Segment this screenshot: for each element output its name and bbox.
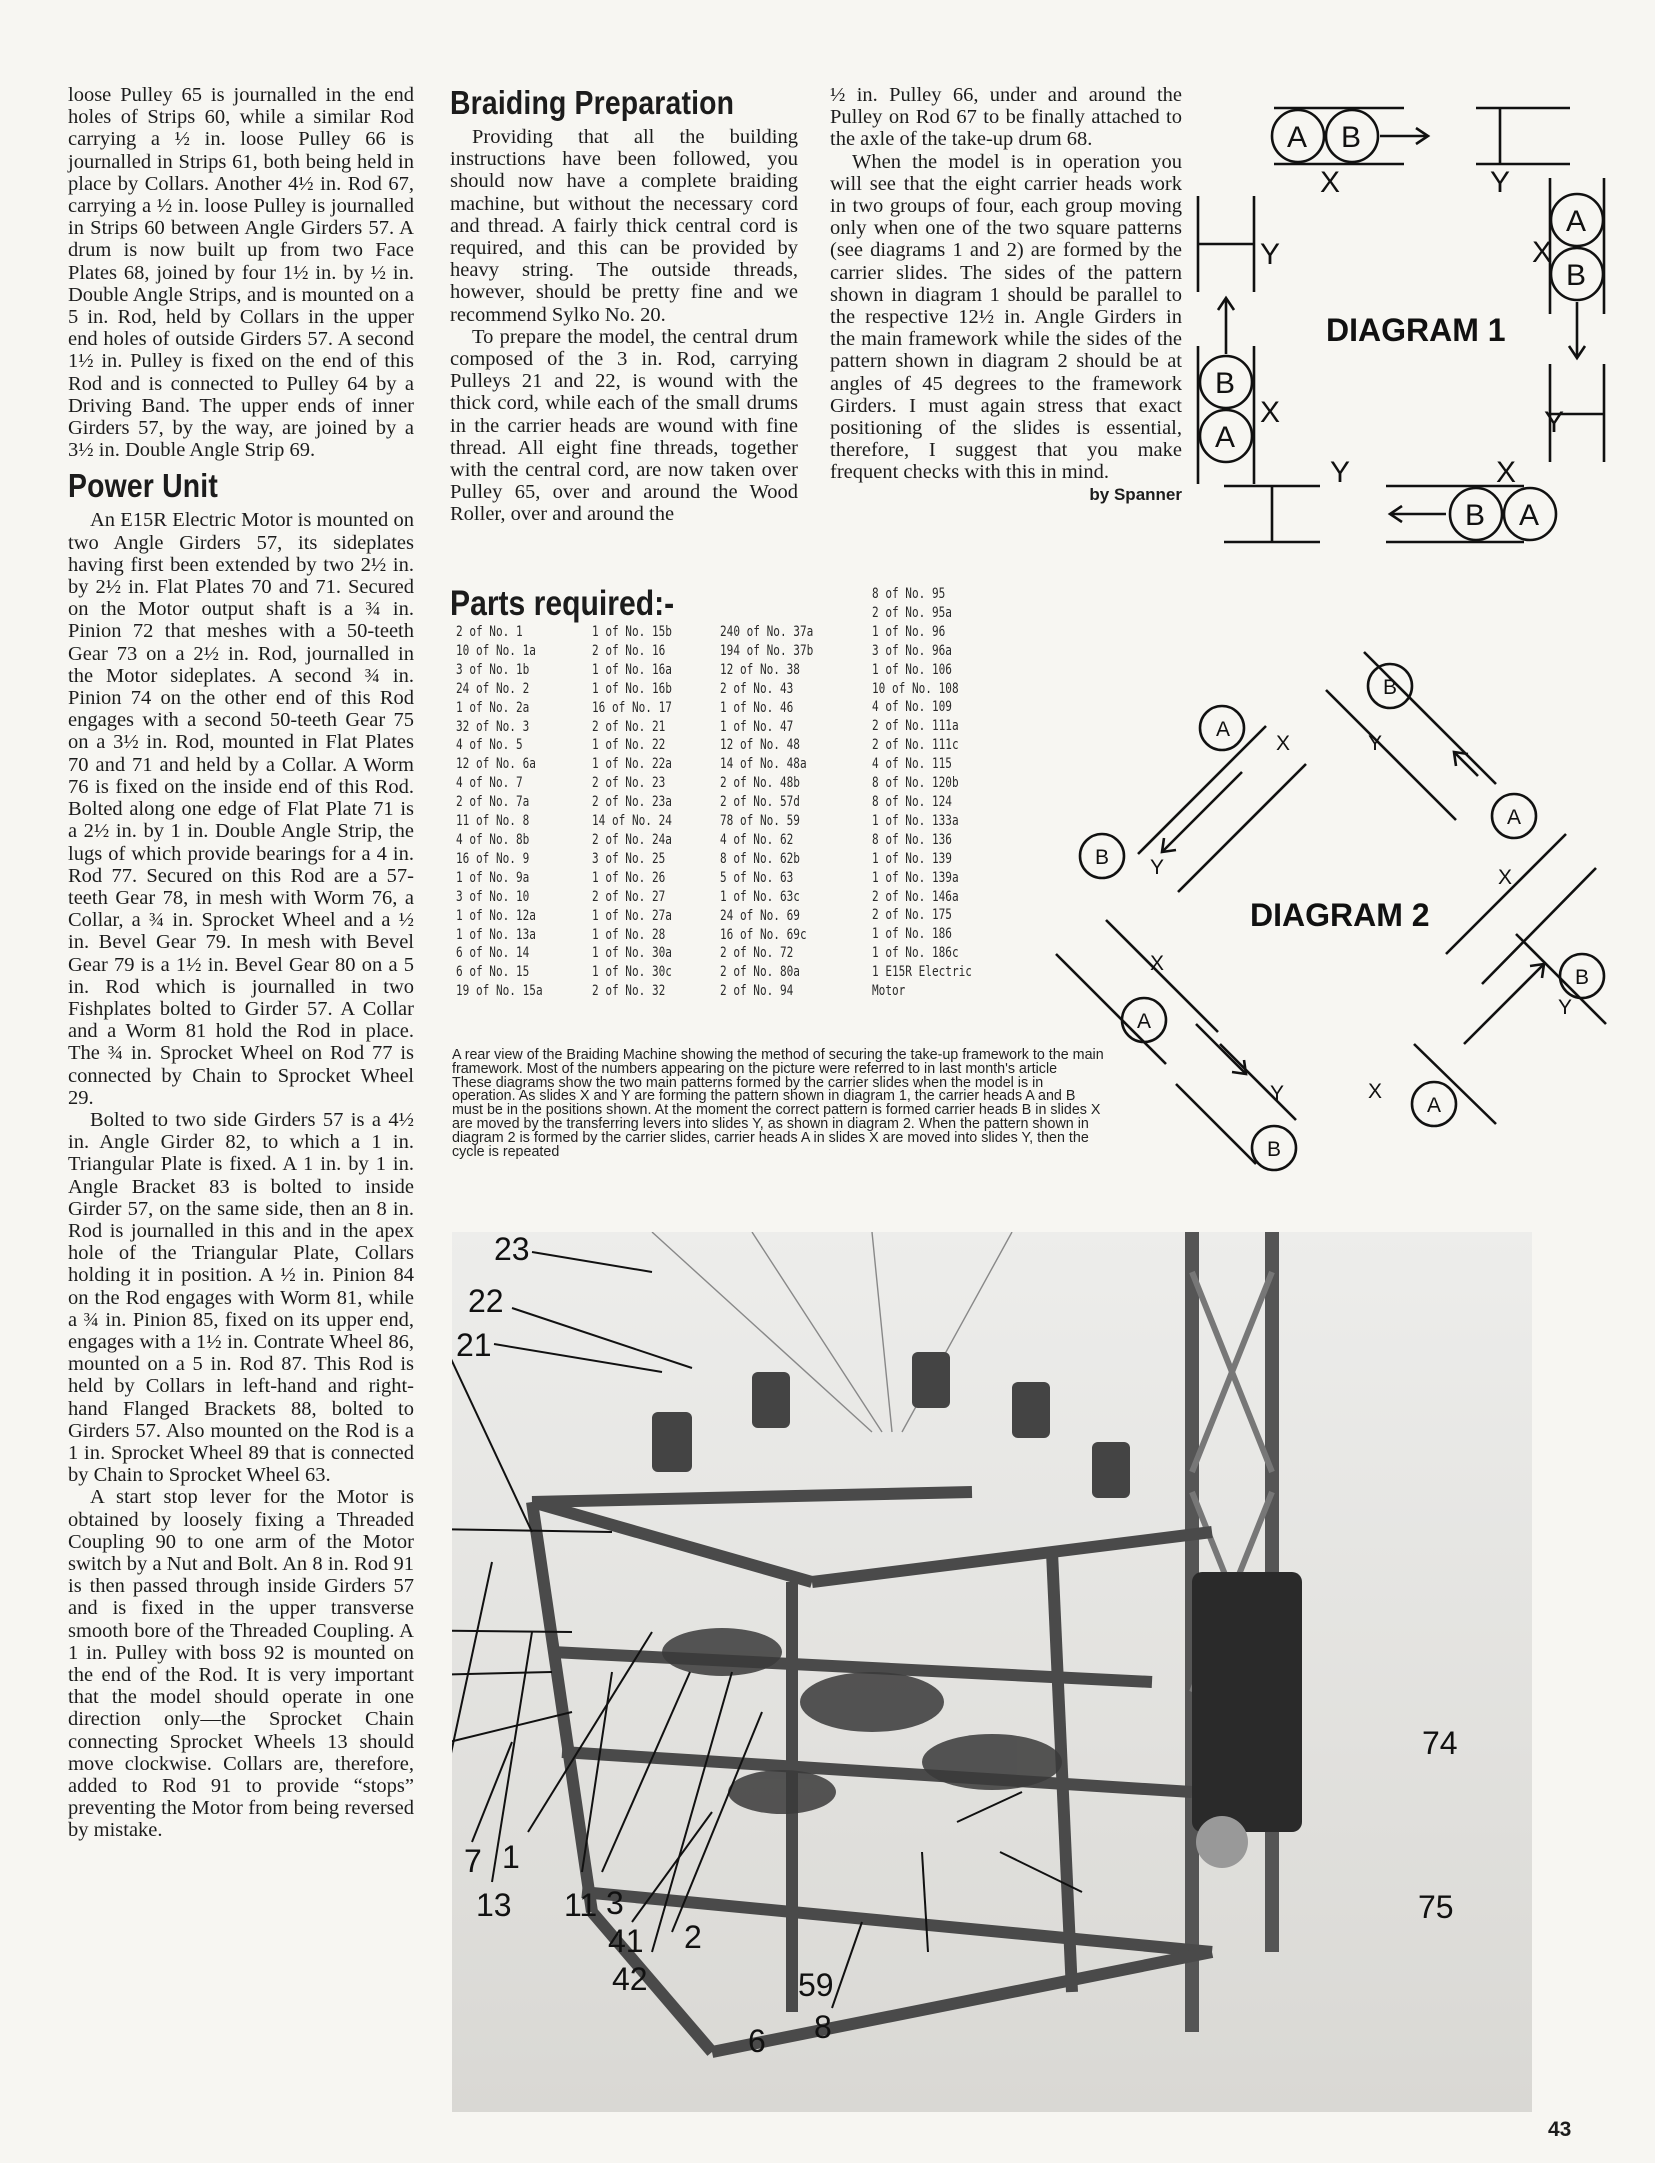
parts-item: 2 of No. 24a xyxy=(592,831,672,848)
parts-item: 1 of No. 13a xyxy=(456,926,536,943)
photo-callout: 21 xyxy=(456,1327,492,1363)
diagram-label: B xyxy=(1095,846,1110,869)
photo-callout: 22 xyxy=(468,1283,504,1319)
parts-item: 2 of No. 1 xyxy=(456,624,523,640)
diagram-label: Y xyxy=(1330,456,1351,489)
diagram-label: X xyxy=(1532,236,1553,269)
diagram-label: B xyxy=(1575,966,1590,989)
diagram-label: B xyxy=(1341,121,1362,154)
parts-item: 3 of No. 25 xyxy=(592,850,666,867)
column-1 xyxy=(68,84,414,1842)
parts-item: 1 of No. 27a xyxy=(592,907,672,924)
parts-item: 1 of No. 133a xyxy=(872,812,959,829)
parts-item: 1 of No. 30a xyxy=(592,945,672,962)
parts-item: 4 of No. 7 xyxy=(456,775,523,792)
parts-column-2 xyxy=(592,623,672,1001)
diagram-label: A xyxy=(1507,806,1522,829)
parts-item: 1 of No. 16b xyxy=(592,680,672,697)
parts-item: 8 of No. 124 xyxy=(872,793,952,810)
parts-item: 1 of No. 15b xyxy=(592,624,672,640)
parts-column-1 xyxy=(456,623,543,1001)
diagram-2-title: DIAGRAM 2 xyxy=(1250,897,1430,933)
diagram-label: X xyxy=(1320,166,1341,199)
parts-item: 1 of No. 16a xyxy=(592,661,672,678)
parts-item: 16 of No. 69c xyxy=(720,926,807,943)
parts-item: 4 of No. 62 xyxy=(720,831,794,848)
parts-item: 2 of No. 80a xyxy=(720,964,800,981)
diagram-label: A xyxy=(1287,121,1308,154)
parts-item: 1 of No. 46 xyxy=(720,699,794,716)
parts-item: 5 of No. 63 xyxy=(720,869,794,886)
parts-item: 12 of No. 6a xyxy=(456,756,536,773)
parts-item: 16 of No. 9 xyxy=(456,850,530,867)
parts-item: 2 of No. 111a xyxy=(872,718,959,735)
parts-column-4 xyxy=(872,585,972,1001)
parts-item: 1 of No. 186c xyxy=(872,945,959,962)
parts-item: 2 of No. 16 xyxy=(592,642,666,659)
parts-item: 14 of No. 48a xyxy=(720,756,807,773)
parts-item: 1 of No. 30c xyxy=(592,964,672,981)
parts-item: 24 of No. 69 xyxy=(720,907,800,924)
diagram-label: Y xyxy=(1558,996,1573,1019)
diagram-label: X xyxy=(1368,1080,1383,1103)
parts-item: 8 of No. 62b xyxy=(720,850,800,867)
captions xyxy=(452,1049,1104,1159)
parts-item: 6 of No. 15 xyxy=(456,964,530,981)
diagram-label: Y xyxy=(1368,732,1383,755)
paragraph: A start stop lever for the Motor is obtained by loosely fixing a Threaded Coupling 90 to one arm of the Motor switch by a Nut and Bolt. An 8 in. Rod 91 is then passed through inside Girders 57 and is fixed in the upper transverse smooth bore of the Threaded Coupling. A 1 in. Pulley with boss 92 is mounted on the end of the Rod. It is very important that the model should operate in one direction only—the Sprocket Chain connecting Sprocket Wheels 13 should move clockwise. Collars are, therefore, added to Rod 91 to provide “stops” preventing the Motor from being reversed by mistake. xyxy=(68,1486,414,1842)
parts-item: 2 of No. 23 xyxy=(592,775,666,792)
diagram-label: A xyxy=(1519,499,1540,532)
parts-item: 1 of No. 186 xyxy=(872,926,952,943)
parts-item: 1 of No. 12a xyxy=(456,907,536,924)
parts-item: 14 of No. 24 xyxy=(592,813,672,830)
diagram-label: A xyxy=(1137,1010,1152,1033)
parts-item: 2 of No. 43 xyxy=(720,680,794,697)
paragraph: Bolted to two side Girders 57 is a 4½ in. Angle Girder 82, to which a 1 in. Triangular Plate is fixed. A 1 in. by 1 in. Angle Bracket 83 is bolted to inside Girder 57, on the same side, then an 8 in. Rod is journalled in this and in the apex hole of the Triangular Plate, Collars holding it in position. A ½ in. Pinion 84 on the Rod engages with Worm 81, while a ¾ in. Pinion 85, fixed on its upper end, engages with a 1½ in. Contrate Wheel 86, mounted on a 5 in. Rod 87. This Rod is held by Collars in left-hand and right-hand Flanged Brackets 88, bolted to Girders 57. Also mounted on the Rod is a 1 in. Sprocket Wheel 89 that is connected by Chain to Sprocket Wheel 63. xyxy=(68,1108,414,1487)
photo-callout: 23 xyxy=(494,1232,530,1267)
diagram-label: B xyxy=(1566,259,1587,292)
photo-callout: 7 xyxy=(464,1843,482,1879)
diagram-2 xyxy=(1046,624,1626,1184)
parts-item: 194 of No. 37b xyxy=(720,642,814,659)
parts-item: 10 of No. 1a xyxy=(456,642,536,659)
parts-item: 2 of No. 32 xyxy=(592,983,666,1000)
diagram-label: A xyxy=(1427,1094,1442,1117)
photo-callout: 1 xyxy=(502,1839,520,1875)
photo-callout: 6 xyxy=(748,2023,766,2059)
parts-item: 1 of No. 22 xyxy=(592,737,666,754)
diagram-label: X xyxy=(1150,952,1165,975)
column-2 xyxy=(450,84,798,526)
photo-callout: 41 xyxy=(608,1923,644,1959)
parts-item: 10 of No. 108 xyxy=(872,680,959,697)
parts-item: 2 of No. 27 xyxy=(592,888,666,905)
paragraph: An E15R Electric Motor is mounted on two Angle Girders 57, its sideplates having first been extended by two 2½ in. by 2½ in. Flat Plates 70 and 71. Secured on the Motor output shaft is a ¾ in. Pinion 72 that meshes with a 50-teeth Gear 73 on a 2½ in. Rod, journalled in the Motor sideplates. A second ¾ in. Pinion 74 on the other end of this Rod engages with a second 50-teeth Gear 75 on a 3½ in. Rod, mounted in Flat Plates 70 and 71 and held by a Collar. A Worm 76 is fixed on the inside end of this Rod. Bolted along one edge of Flat Plate 71 is a 2½ in. by 1 in. Double Angle Strip, the lugs of which provide bearings for a 4 in. Rod 77. Secured on this Rod are a 57-teeth Gear 78, in mesh with Worm 76, a Collar, a ¾ in. Sprocket Wheel and a ½ in. Bevel Gear 79. In mesh with Bevel Gear 79 is a 1½ in. Bevel Gear 80 on a 5 in. Rod which is journalled in two Fishplates bolted to Girder 57. A Collar and a Worm 81 hold the Rod in place. The ¾ in. Sprocket Wheel on Rod 77 is connected by Chain to Sprocket Wheel 29. xyxy=(68,509,414,1109)
parts-item: 2 of No. 95a xyxy=(872,604,952,621)
parts-item: 2 of No. 57d xyxy=(720,794,800,811)
parts-item: 2 of No. 21 xyxy=(592,718,666,735)
parts-item: 8 of No. 120b xyxy=(872,775,959,792)
diagram-label: B xyxy=(1215,367,1236,400)
parts-item: 2 of No. 94 xyxy=(720,983,794,1000)
parts-item: Motor xyxy=(872,983,906,1000)
parts-item: 1 of No. 2a xyxy=(456,699,530,716)
parts-item: 2 of No. 23a xyxy=(592,794,672,811)
parts-item: 4 of No. 109 xyxy=(872,699,952,716)
parts-item: 78 of No. 59 xyxy=(720,813,800,830)
diagram-label: X xyxy=(1276,732,1291,755)
parts-item: 1 of No. 139a xyxy=(872,869,959,886)
parts-item: 2 of No. 72 xyxy=(720,945,794,962)
diagram-label: A xyxy=(1566,205,1587,238)
parts-item: 8 of No. 95 xyxy=(872,586,946,602)
photo-callout: 11 xyxy=(564,1887,598,1923)
photo-callout: 59 xyxy=(798,1967,834,2003)
photo-callout: 8 xyxy=(814,2009,832,2045)
parts-item: 1 E15R Electric xyxy=(872,964,972,981)
braiding-machine-photo xyxy=(452,1232,1532,2112)
diagram-label: Y xyxy=(1270,1082,1285,1105)
parts-item: 1 of No. 22a xyxy=(592,756,672,773)
parts-item: 16 of No. 17 xyxy=(592,699,672,716)
paragraph: When the model is in operation you will see that the eight carrier heads work in two groups of four, each group moving only when one of the two square patterns (see diagrams 1 and 2) are formed by the carrier slides. The sides of the pattern shown in diagram 1 should be parallel to the respective 12½ in. Angle Girders in the main framework while the sides of the pattern shown in diagram 2 should be at angles of 45 degrees to the framework Girders. I must again stress that exact positioning of the slides is essential, therefore, I suggest that you make frequent checks with this in mind. xyxy=(830,150,1182,484)
diagram-label: A xyxy=(1216,718,1231,741)
byline: by Spanner xyxy=(1089,484,1182,504)
parts-item: 12 of No. 48 xyxy=(720,737,800,754)
parts-item: 32 of No. 3 xyxy=(456,718,530,735)
parts-item: 1 of No. 9a xyxy=(456,869,530,886)
heading-braiding-preparation: Braiding Preparation xyxy=(450,84,735,121)
diagram-label: Y xyxy=(1150,856,1165,879)
diagram-label: B xyxy=(1267,1138,1282,1161)
diagram-label: A xyxy=(1215,421,1236,454)
paragraph: loose Pulley 65 is journalled in the end holes of Strips 60, while a similar Rod carrying a ½ in. loose Pulley 66 is journalled in Strips 61, both being held in place by Collars. Another 4½ in. Rod 67, carrying a ½ in. loose Pulley is journalled in Strips 60 between Angle Girders 57. A drum is now built up from two Face Plates 68, joined by four 1½ in. by ½ in. Double Angle Strips, and is mounted on a 5 in. Rod, held by Collars in the upper end holes of outside Girders 57. A second 1½ in. Pulley is fixed on the end of this Rod and is connected to Pulley 64 by a Driving Band. The upper ends of inner Girders 57, by the way, are joined by a 3½ in. Double Angle Strip 69. xyxy=(68,84,414,462)
photo-callout: 3 xyxy=(606,1885,624,1921)
parts-item: 11 of No. 8 xyxy=(456,813,530,830)
paragraph: To prepare the model, the central drum composed of the 3 in. Rod, carrying Pulleys 21 and 22, is wound with the thick cord, while each of the small drums in the carrier heads are wound with fine thread. All eight fine threads, together with the central cord, are now taken over Pulley 65, over and around the Wood Roller, over and around the xyxy=(450,325,798,526)
paragraph: Providing that all the building instructions have been followed, you should now have a complete braiding machine, but without the necessary cord and thread. A fairly thick central cord is required, and this can be provided by heavy string. The outside threads, however, should be pretty fine and we recommend Sylko No. 20. xyxy=(450,126,798,326)
parts-item: 2 of No. 7a xyxy=(456,794,530,811)
diagram-1-title: DIAGRAM 1 xyxy=(1326,312,1506,348)
diagram-caption: These diagrams show the two main patterns formed by the carrier slides when the model is in operation. As slides X and Y are forming the pattern shown in diagram 1, the carrier heads A and B must be in the positions shown. At the moment the correct pattern is formed carrier heads B in slides X are moved by the transferring levers into slides Y, as shown in diagram 2. When the pattern shown in diagram 2 is formed by the carrier slides, carrier heads A in slides X are moved into slides Y, then the cycle is repeated xyxy=(452,1074,1101,1160)
parts-item: 1 of No. 26 xyxy=(592,869,666,886)
photo-callout: 42 xyxy=(612,1961,648,1997)
parts-item: 12 of No. 38 xyxy=(720,661,800,678)
parts-item: 4 of No. 5 xyxy=(456,737,523,754)
parts-item: 4 of No. 8b xyxy=(456,831,530,848)
diagram-label: Y xyxy=(1260,238,1281,271)
diagram-label: X xyxy=(1498,866,1513,889)
photo-callout: 74 xyxy=(1422,1725,1458,1761)
parts-item: 240 of No. 37a xyxy=(720,624,814,640)
parts-item: 1 of No. 63c xyxy=(720,888,800,905)
photo-callout: 2 xyxy=(684,1919,702,1955)
parts-item: 8 of No. 136 xyxy=(872,831,952,848)
heading-power-unit: Power Unit xyxy=(68,467,218,505)
photo-caption: A rear view of the Braiding Machine showing the method of securing the take-up framework to the main framework. Most of the numbers appearing on the picture were referred to in last month's article xyxy=(452,1047,1104,1077)
parts-item: 1 of No. 28 xyxy=(592,926,666,943)
parts-item: 3 of No. 10 xyxy=(456,888,530,905)
parts-item: 2 of No. 175 xyxy=(872,907,952,924)
diagram-label: X xyxy=(1260,396,1281,429)
parts-item: 19 of No. 15a xyxy=(456,983,543,1000)
diagram-label: B xyxy=(1465,499,1486,532)
parts-item: 2 of No. 146a xyxy=(872,888,959,905)
photo-callout: 13 xyxy=(476,1887,512,1923)
parts-item: 1 of No. 139 xyxy=(872,850,952,867)
diagram-1 xyxy=(1190,96,1610,566)
parts-item: 1 of No. 106 xyxy=(872,661,952,678)
parts-item: 6 of No. 14 xyxy=(456,945,530,962)
parts-item: 24 of No. 2 xyxy=(456,680,530,697)
paragraph: ½ in. Pulley 66, under and around the Pulley on Rod 67 to be finally attached to the axle of the take-up drum 68. xyxy=(830,84,1182,151)
parts-item: 1 of No. 47 xyxy=(720,718,794,735)
parts-item: 3 of No. 1b xyxy=(456,661,530,678)
photo-callout: 75 xyxy=(1418,1889,1454,1925)
diagram-label: Y xyxy=(1490,166,1511,199)
parts-item: 1 of No. 96 xyxy=(872,623,946,640)
diagram-label: X xyxy=(1496,456,1517,489)
diagram-label: B xyxy=(1383,676,1398,699)
parts-item: 3 of No. 96a xyxy=(872,642,952,659)
parts-column-3 xyxy=(720,623,813,1001)
parts-title: Parts required:- xyxy=(450,584,675,623)
diagram-label: Y xyxy=(1544,406,1565,439)
parts-item: 4 of No. 115 xyxy=(872,756,952,773)
column-3 xyxy=(830,84,1182,506)
parts-item: 2 of No. 111c xyxy=(872,737,959,754)
page-number: 43 xyxy=(1548,2118,1572,2141)
parts-item: 2 of No. 48b xyxy=(720,775,800,792)
